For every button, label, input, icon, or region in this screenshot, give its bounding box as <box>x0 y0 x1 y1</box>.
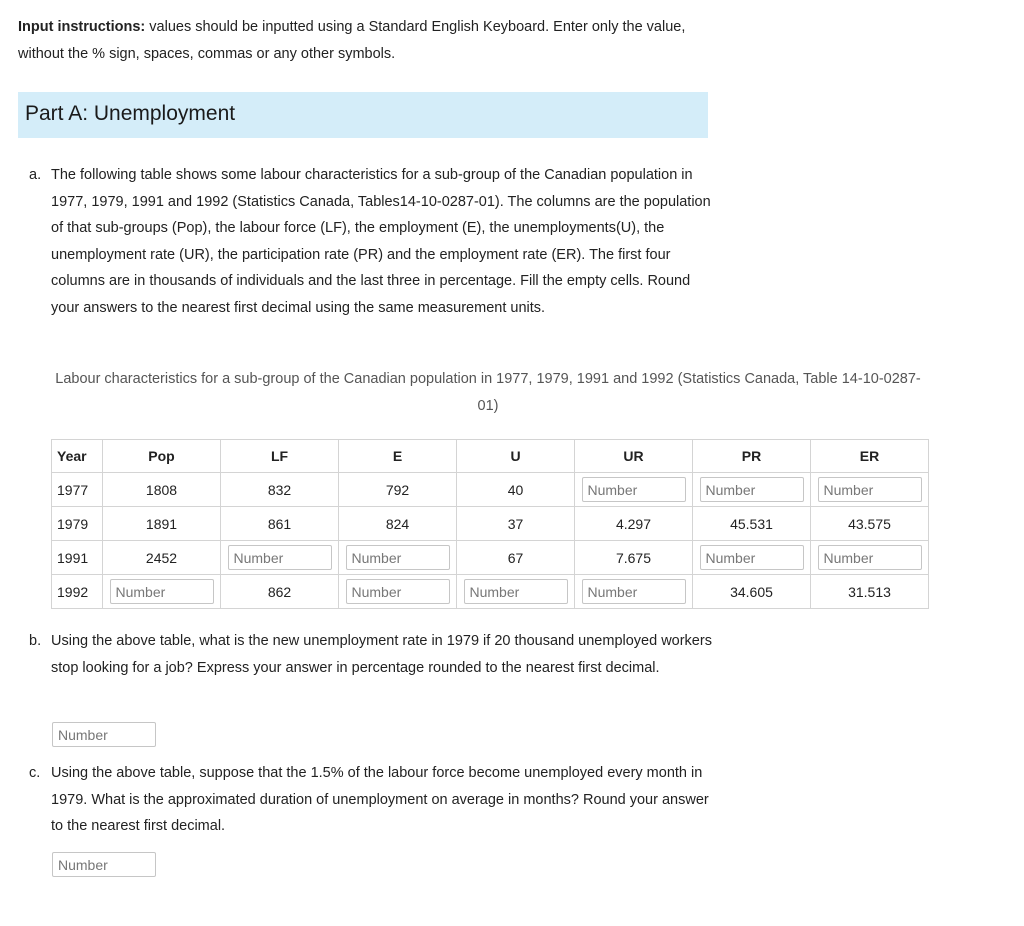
header-pr: PR <box>693 440 811 473</box>
question-c-marker: c. <box>29 765 41 781</box>
cell-e: 792 <box>339 473 457 507</box>
input-u-1992[interactable] <box>464 579 568 604</box>
cell-year: 1992 <box>52 575 103 609</box>
table-row <box>52 507 929 541</box>
cell-ur <box>575 575 693 609</box>
table-row <box>52 541 929 575</box>
question-c <box>29 760 716 840</box>
cell-er: 43.575 <box>811 507 929 541</box>
instructions-label: Input instructions: <box>18 19 146 35</box>
cell-ur: 4.297 <box>575 507 693 541</box>
question-b <box>29 628 716 681</box>
table-body <box>52 473 929 609</box>
header-pop: Pop <box>103 440 221 473</box>
cell-pr: 45.531 <box>693 507 811 541</box>
question-b-text: Using the above table, what is the new unemployment rate in 1979 if 20 thousand unemployed workers stop looking for a job? Express your answer in percentage rounded to the nearest first decimal. <box>51 633 712 676</box>
input-pop-1992[interactable] <box>110 579 214 604</box>
cell-ur <box>575 473 693 507</box>
cell-er <box>811 541 929 575</box>
cell-pop <box>103 575 221 609</box>
cell-year: 1977 <box>52 473 103 507</box>
part-a-header: Part A: Unemployment <box>18 92 708 138</box>
input-e-1991[interactable] <box>346 545 450 570</box>
header-lf: LF <box>221 440 339 473</box>
cell-lf: 832 <box>221 473 339 507</box>
cell-lf: 861 <box>221 507 339 541</box>
table-caption: Labour characteristics for a sub-group of the Canadian population in 1977, 1979, 1991 and 1992 (Statistics Canada, Table 14-10-0287-01) <box>55 371 921 414</box>
cell-year: 1991 <box>52 541 103 575</box>
cell-ur: 7.675 <box>575 541 693 575</box>
cell-pop: 1891 <box>103 507 221 541</box>
cell-pr: 34.605 <box>693 575 811 609</box>
cell-u: 37 <box>457 507 575 541</box>
header-er: ER <box>811 440 929 473</box>
input-instructions <box>18 14 718 68</box>
input-pr-1991[interactable] <box>700 545 804 570</box>
input-e-1992[interactable] <box>346 579 450 604</box>
cell-lf: 862 <box>221 575 339 609</box>
input-er-1977[interactable] <box>818 477 922 502</box>
cell-er <box>811 473 929 507</box>
question-a-marker: a. <box>29 167 42 183</box>
input-lf-1991[interactable] <box>228 545 332 570</box>
answer-c-input[interactable] <box>52 852 156 877</box>
header-ur: UR <box>575 440 693 473</box>
header-year: Year <box>52 440 103 473</box>
cell-year: 1979 <box>52 507 103 541</box>
input-ur-1977[interactable] <box>582 477 686 502</box>
input-ur-1992[interactable] <box>582 579 686 604</box>
instructions-text: values should be inputted using a Standard English Keyboard. Enter only the value, without the % sign, spaces, commas or any other symbols. <box>18 19 686 62</box>
input-pr-1977[interactable] <box>700 477 804 502</box>
header-e: E <box>339 440 457 473</box>
input-er-1991[interactable] <box>818 545 922 570</box>
cell-lf <box>221 541 339 575</box>
header-u: U <box>457 440 575 473</box>
cell-e <box>339 541 457 575</box>
table-header-row <box>52 440 929 473</box>
cell-pr <box>693 541 811 575</box>
cell-u: 67 <box>457 541 575 575</box>
cell-pop: 1808 <box>103 473 221 507</box>
cell-er: 31.513 <box>811 575 929 609</box>
table-row <box>52 473 929 507</box>
question-c-text: Using the above table, suppose that the 1.5% of the labour force become unemployed every month in 1979. What is the approximated duration of unemployment on average in months? Round your answer to the nearest first decimal. <box>51 765 709 834</box>
question-a <box>29 162 716 321</box>
cell-e: 824 <box>339 507 457 541</box>
answer-b-input[interactable] <box>52 722 156 747</box>
cell-u <box>457 575 575 609</box>
cell-pr <box>693 473 811 507</box>
question-a-text: The following table shows some labour characteristics for a sub-group of the Canadian population in 1977, 1979, 1991 and 1992 (Statistics Canada, Tables14-10-0287-01). The columns are the population of that sub-groups (Pop), the labour force (LF), the employment (E), the unemployments(U), the unemployment rate (UR), the participation rate (PR) and the employment rate (ER). The first four columns are in thousands of individuals and the last three in percentage. Fill the empty cells. Round your answers to the nearest first decimal using the same measurement units. <box>51 167 711 316</box>
cell-e <box>339 575 457 609</box>
question-b-marker: b. <box>29 633 42 649</box>
cell-u: 40 <box>457 473 575 507</box>
cell-pop: 2452 <box>103 541 221 575</box>
labour-characteristics-table <box>51 439 929 609</box>
table-row <box>52 575 929 609</box>
